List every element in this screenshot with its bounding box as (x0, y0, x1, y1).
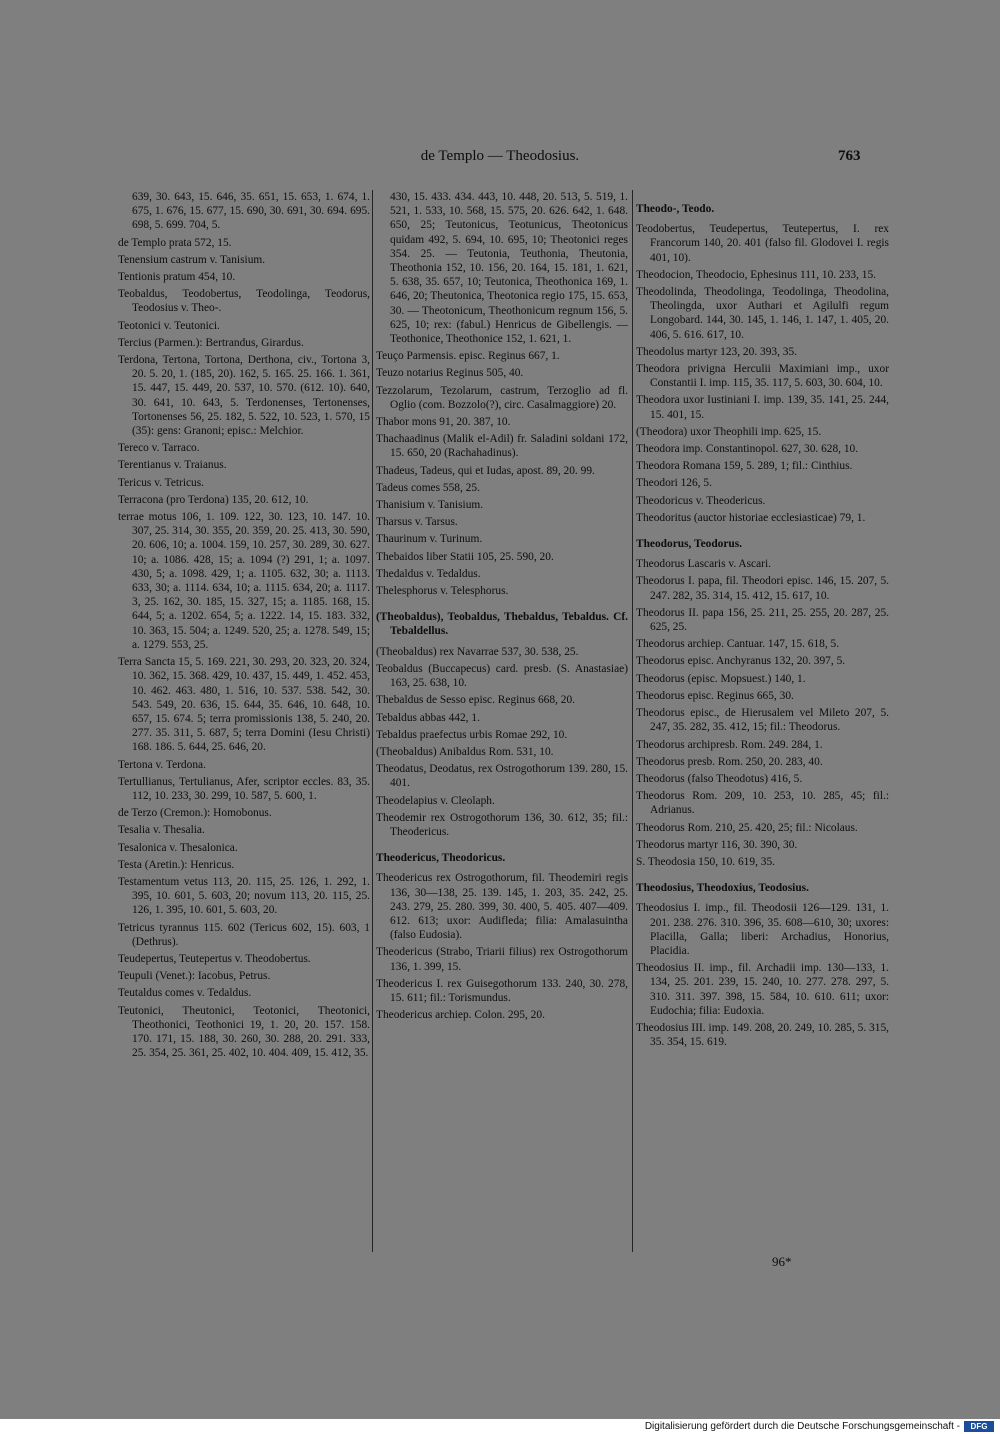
index-entry: Theodelapius v. Cleolaph. (376, 794, 495, 807)
index-entry: Teutaldus comes v. Tedaldus. (118, 987, 252, 1000)
index-entry: Theodorus II. papa 156, 25. 211, 25. 255, 20. 287, 25. 625, 25. (636, 606, 889, 634)
index-entry: Theodora imp. Constantinopol. 627, 30. 628, 10. (636, 443, 859, 456)
index-entry: Theodolus martyr 123, 20. 393, 35. (636, 345, 798, 358)
index-heading: Theodericus, Theodoricus. (376, 852, 506, 865)
index-column-3 (636, 190, 889, 1052)
index-entry: Theodocion, Theodocio, Ephesinus 111, 10. 233, 15. (636, 268, 877, 281)
index-entry: Theodosius III. imp. 149. 208, 20. 249, 10. 285, 5. 315, 35. 354, 15. 619. (636, 1021, 889, 1049)
index-entry: Terracona (pro Terdona) 135, 20. 612, 10. (118, 493, 309, 506)
index-entry: Theodericus (Strabo, Triarii filius) rex Ostrogothorum 136, 1. 399, 15. (376, 946, 628, 973)
index-entry: Theodora privigna Herculii Maximiani imp., uxor Constantii I. imp. 115, 35. 117, 5. 603, 30. 604, 10. (636, 363, 889, 390)
index-entry: Terra Sancta 15, 5. 169. 221, 30. 293, 20. 323, 20. 324, 10. 362, 15. 368. 429, 10. 437, 15. 449, 1. 452. 453, 10. 462. 463. 480, 1. 516, 10. 537. 538. 542, 30. 543. 549, 20. 636, 15. 644, 35. 646, 10. 648, 10. 657, 15. 674. 5; terra promissionis 138, 5. 240, 20. 277. 35. 311, 5. 687, 5; terra Domini (Iesu Christi) 168. 186. 5. 644, 25. 646, 20. (118, 656, 370, 754)
index-entry: Teobaldus, Teodobertus, Teodolinga, Teodorus, Teodosius v. Theo-. (118, 288, 370, 315)
index-heading: Theodorus, Teodorus. (636, 538, 743, 551)
index-entry: Theodorus presb. Rom. 250, 20. 283, 40. (636, 755, 823, 768)
column-rule (632, 190, 633, 1252)
index-entry: Theodorus episc. Anchyranus 132, 20. 397, 5. (636, 655, 846, 668)
index-entry: Theodorus Rom. 209, 10. 253, 10. 285, 45; fil.: Adrianus. (636, 790, 889, 817)
index-entry: de Terzo (Cremon.): Homobonus. (118, 807, 272, 820)
index-entry: terrae motus 106, 1. 109. 122, 30. 123, 10. 147. 10. 307, 25. 314, 30. 355, 20. 359, 20. 25. 413, 30. 590, 20. 606, 10; a. 1004. 159, 10. 257, 30. 289, 30. 627. 10; a. 1086. 428, 15; a. 1094 (?) 291, 1; a. 1097. 430, 5; a. 1098. 429, 1; a. 1105. 632, 30; a. 1113. 633, 30; a. 1114. 634, 10; a. 1115. 634, 20; a. 1117. 3, 25. 162, 30. 185, 15. 327, 15; a. 1185. 168, 15. 644, 5; a. 1202. 654, 5; a. 1222. 14, 15. 183. 332, 10. 363, 15. 504; a. 1249. 520, 25; a. 1278. 549, 15; a. 1279. 553, 25. (118, 511, 370, 651)
index-entry: Teupuli (Venet.): Iacobus, Petrus. (118, 970, 271, 983)
index-entry: Thebaidos liber Statii 105, 25. 590, 20. (376, 550, 554, 563)
index-entry: Theodoritus (auctor historiae ecclesiasticae) 79, 1. (636, 511, 866, 524)
index-entry: Theodorus (episc. Mopsuest.) 140, 1. (636, 672, 806, 685)
index-entry: Thaurinum v. Turinum. (376, 533, 483, 546)
index-entry: Theodericus archiep. Colon. 295, 20. (376, 1009, 545, 1022)
index-entry: Thanisium v. Tanisium. (376, 499, 484, 512)
funding-bar (0, 1419, 1000, 1434)
index-entry: Theodolinda, Theodolinga, Teodolinga, Theodolina, Theolingda, uxor Authari et Agilulfi regum Longobard. 144, 30. 145, 1. 146, 1. 147, 1. 405, 20. 406, 5. 616. 617, 10. (636, 286, 889, 341)
index-entry: Tenensium castrum v. Tanisium. (118, 253, 266, 266)
index-entry: Thachaadinus (Malik el-Adil) fr. Saladini soldani 172, 15. 650, 20 (Rachahadinus). (376, 433, 628, 460)
index-entry: Testa (Aretin.): Henricus. (118, 858, 235, 871)
index-entry: Thabor mons 91, 20. 387, 10. (376, 416, 511, 429)
index-entry: Terentianus v. Traianus. (118, 459, 227, 472)
index-entry: Teuço Parmensis. episc. Reginus 667, 1. (376, 350, 560, 363)
index-entry: (Theobaldus) rex Navarrae 537, 30. 538, 25. (376, 645, 579, 658)
index-entry: (Theobaldus) Anibaldus Rom. 531, 10. (376, 745, 554, 758)
index-entry: Tercius (Parmen.): Bertrandus, Girardus. (118, 336, 304, 349)
index-entry: Theodericus rex Ostrogothorum, fil. Theodemiri regis 136, 30—138, 25. 139. 145, 1. 203, 35. 242, 25. 243. 279, 25. 280. 399, 30. 400, 5. 405. 407—409. 612. 613; uxor: Audifleda; filia: Amalasuintha (falso Eudosia). (376, 872, 628, 942)
index-entry: Thebaldus de Sesso episc. Reginus 668, 20. (376, 694, 575, 707)
index-entry: Tentionis pratum 454, 10. (118, 271, 236, 284)
index-entry: Tadeus comes 558, 25. (376, 481, 480, 494)
dfg-logo: DFG (964, 1421, 994, 1432)
index-entry: Theodemir rex Ostrogothorum 136, 30. 612, 35; fil.: Theodericus. (376, 811, 628, 838)
index-entry: Theodorus Rom. 210, 25. 420, 25; fil.: Nicolaus. (636, 821, 858, 834)
signature-mark: 96* (772, 1254, 792, 1269)
index-entry: Theodericus I. rex Guisegothorum 133. 240, 30. 278, 15. 611; fil.: Torismundus. (376, 977, 628, 1004)
index-entry: Theodorus episc., de Hierusalem vel Mileto 207, 5. 247, 35. 282, 35. 412, 15; fil.: Theodorus. (636, 707, 889, 734)
index-entry: Tetricus tyrannus 115. 602 (Tericus 602, 15). 603, 1 (Dethrus). (118, 921, 370, 948)
index-entry: Tebaldus praefectus urbis Romae 292, 10. (376, 728, 568, 741)
index-entry: Tesalonica v. Thesalonica. (118, 841, 238, 854)
index-entry: Tericus v. Tetricus. (118, 476, 205, 489)
index-entry: Theodoricus v. Theodericus. (636, 494, 766, 507)
index-entry: Theodatus, Deodatus, rex Ostrogothorum 139. 280, 15. 401. (376, 763, 628, 790)
index-column-1 (118, 190, 370, 1063)
index-entry: Thedaldus v. Tedaldus. (376, 567, 481, 580)
index-entry: Tharsus v. Tarsus. (376, 516, 458, 529)
index-entry: Theodorus episc. Reginus 665, 30. (636, 689, 794, 702)
funding-text: Digitalisierung gefördert durch die Deutsche Forschungsgemeinschaft - (644, 1421, 960, 1432)
index-entry: Testamentum vetus 113, 20. 115, 25. 126, 1. 292, 1. 395, 10. 601, 5. 603, 20; novum 113, 20. 115, 25. 126, 1. 395, 10. 601, 5. 603, 20. (118, 875, 370, 917)
index-entry: Tesalia v. Thesalia. (118, 824, 205, 837)
index-entry: Tezzolarum, Tezolarum, castrum, Terzoglio ad fl. Oglio (com. Bozzolo(?), circ. Casalmaggiore) 20. (376, 384, 628, 411)
index-entry: Theodorus Lascaris v. Ascari. (636, 558, 771, 571)
index-heading: Theodosius, Theodoxius, Teodosius. (636, 882, 809, 895)
index-entry: Theodosius I. imp., fil. Theodosii 126—129. 131, 1. 201. 238. 276. 310. 396, 35. 608—610, 30; uxores: Placilla, Galla; liberi: Archadius, Honorius, Placidia. (636, 902, 889, 957)
index-entry: de Templo prata 572, 15. (118, 236, 232, 249)
index-entry: Theodorus (falso Theodotus) 416, 5. (636, 772, 803, 785)
page-header-title: de Templo — Theodosius. (420, 148, 580, 164)
index-column-2 (376, 190, 628, 1025)
index-entry: Teotonici v. Teutonici. (118, 319, 220, 332)
index-entry: Teutonici, Theutonici, Teotonici, Theotonici, Theothonici, Teothonici 19, 1. 20, 20. 157. 158. 170. 171, 15. 188, 30. 260, 30. 288, 20. 291. 333, 25. 354, 25. 361, 25. 402, 10. 404. 409, 15. 412, 35. (118, 1004, 370, 1060)
index-entry: Tertullianus, Tertulianus, Afer, scriptor eccles. 83, 35. 112, 10. 233, 30. 299, 10. 587, 5. 600, 1. (118, 775, 370, 802)
index-entry: S. Theodosia 150, 10. 619, 35. (636, 855, 776, 868)
index-entry: Terdona, Tertona, Tortona, Derthona, civ., Tortona 3, 20. 5. 20, 1. (185, 20). 162, 5. 165. 25. 166. 1. 361, 15. 447, 15. 449, 20. 537, 10. 570. (612. 10). 640, 30. 641, 10. 643, 5. Terdonenses, Tertonenses, Tortonenses 56, 25. 182, 5. 522, 10. 523, 1. 570, 15 (35): gens: Granoni; episc.: Melchior. (118, 354, 370, 438)
index-entry: (Theodora) uxor Theophili imp. 625, 15. (636, 425, 822, 438)
page-number: 763 (838, 148, 861, 164)
index-entry: Teobaldus (Buccapecus) card. presb. (S. Anastasiae) 163, 25. 638, 10. (376, 662, 628, 690)
index-entry: Theodora Romana 159, 5. 289, 1; fil.: Cinthius. (636, 460, 853, 473)
column-rule (372, 190, 373, 1252)
index-entry: Teudepertus, Teutepertus v. Theodobertus. (118, 952, 311, 965)
index-entry: Theodorus archiep. Cantuar. 147, 15. 618, 5. (636, 638, 840, 651)
index-entry: Thadeus, Tadeus, qui et Iudas, apost. 89, 20. 99. (376, 464, 595, 477)
index-entry: Theodora uxor Iustiniani I. imp. 139, 35. 141, 25. 244, 15. 401, 15. (636, 394, 889, 421)
index-entry: Teodobertus, Teudepertus, Teutepertus, I. rex Francorum 140, 20. 401 (falso fil. Glodovei I. regis 401, 10). (636, 223, 889, 264)
index-entry: Theodosius II. imp., fil. Archadii imp. 130—133, 1. 134, 25. 201. 239, 15. 240, 10. 277. 278. 297, 5. 310. 311. 397. 398, 15. 584, 10. 610. 611; uxor: Eudochia; filia: Eudoxia. (636, 962, 889, 1017)
index-entry: Teuzo notarius Reginus 505, 40. (376, 367, 524, 380)
index-entry: Theodorus archipresb. Rom. 249. 284, 1. (636, 738, 823, 751)
index-entry: Theodori 126, 5. (636, 477, 712, 490)
index-entry: 639, 30. 643, 15. 646, 35. 651, 15. 653, 1. 674, 1. 675, 1. 676, 15. 677, 15. 690, 30. 691, 30. 694. 695. 698, 5. 699. 704, 5. (132, 191, 370, 232)
index-entry: Theodorus I. papa, fil. Theodori episc. 146, 15. 207, 5. 247. 282, 35. 314, 15. 412, 15. 617, 10. (636, 575, 889, 602)
index-heading: (Theobaldus), Teobaldus, Thebaldus, Tebaldus. Cf. Tebaldellus. (376, 611, 628, 638)
index-entry: Thelesphorus v. Telesphorus. (376, 585, 509, 598)
index-entry: Theodorus martyr 116, 30. 390, 30. (636, 838, 798, 851)
index-heading: Theodo-, Teodo. (636, 203, 715, 215)
index-entry: Tereco v. Tarraco. (118, 442, 200, 455)
index-entry: 430, 15. 433. 434. 443, 10. 448, 20. 513, 5. 519, 1. 521, 1. 533, 10. 568, 15. 575, 20. 626. 642, 1. 648. 650, 25; Teutonicus, Teotunicus, Theotonicus quidam 492, 5. 694, 10. 695, 10; Theotonici reges 354. 25. — Teutonia, Teuthonia, Theutonia, Theothonia 152, 10. 156, 20. 164, 15. 181, 1. 621, 5. 638, 35. 657, 10; Teutonica, Theothonica 169, 1. 646, 20; Theutonica, Theotonica regio 175, 15. 653, 30. — Theotonicum, Theothonicum regnum 156, 5. 625, 10; rex: (fabul.) Henricus de Gibellengis. — Teothonice, Theothonice 152, 1. 621, 1. (390, 191, 628, 346)
index-entry: Tebaldus abbas 442, 1. (376, 711, 480, 724)
index-entry: Tertona v. Terdona. (118, 758, 206, 771)
